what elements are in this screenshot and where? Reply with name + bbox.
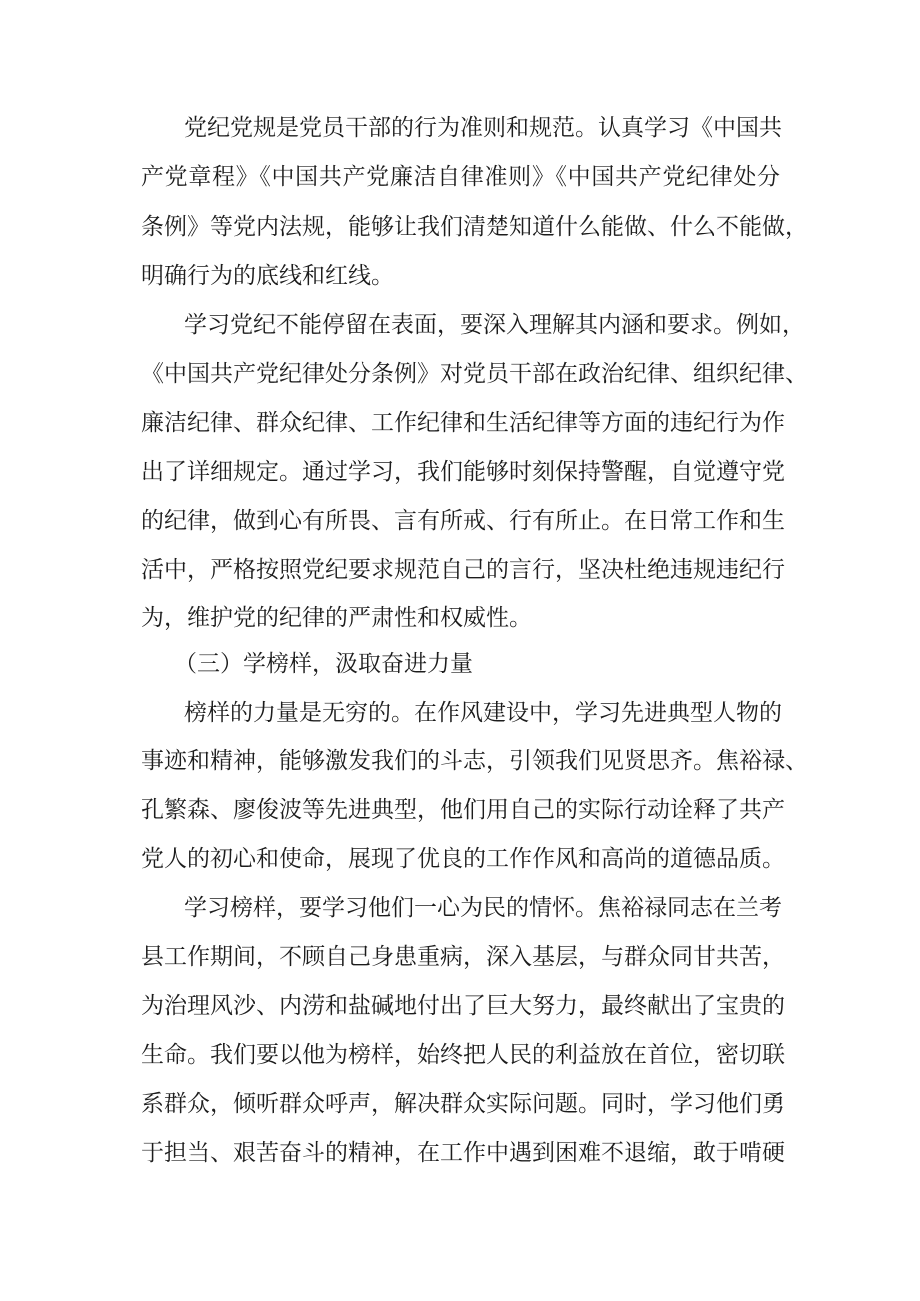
paragraph-4-line-2: 县工作期间，不顾自己身患重病，深入基层，与群众同甘共苦， bbox=[141, 944, 785, 970]
paragraph-1-line-4: 明确行为的底线和红线。 bbox=[141, 263, 394, 289]
paragraph-4-line-5: 系群众，倾听群众呼声，解决群众实际问题。同时，学习他们勇 bbox=[141, 1091, 785, 1117]
paragraph-2-line-1: 学习党纪不能停留在表面，要深入理解其内涵和要求。例如， bbox=[184, 312, 805, 338]
paragraph-3-line-1: 榜样的力量是无穷的。在作风建设中，学习先进典型人物的 bbox=[184, 700, 782, 726]
paragraph-3-line-2: 事迹和精神，能够激发我们的斗志，引领我们见贤思齐。焦裕禄、 bbox=[141, 748, 808, 774]
paragraph-4-line-6: 于担当、艰苦奋斗的精神，在工作中遇到困难不退缩，敢于啃硬 bbox=[141, 1140, 785, 1166]
paragraph-2-line-6: 活中，严格按照党纪要求规范自己的言行，坚决杜绝违规违纪行 bbox=[141, 557, 785, 583]
paragraph-2-line-7: 为，维护党的纪律的严肃性和权威性。 bbox=[141, 605, 532, 631]
section-heading: （三）学榜样，汲取奋进力量 bbox=[174, 651, 473, 677]
paragraph-4-line-3: 为治理风沙、内涝和盐碱地付出了巨大努力，最终献出了宝贵的 bbox=[141, 993, 785, 1019]
paragraph-3-line-3: 孔繁森、廖俊波等先进典型，他们用自己的实际行动诠释了共产 bbox=[141, 797, 785, 823]
paragraph-1-line-3: 条例》等党内法规，能够让我们清楚知道什么能做、什么不能做， bbox=[141, 214, 808, 240]
paragraph-2-line-2: 《中国共产党纪律处分条例》对党员干部在政治纪律、组织纪律、 bbox=[141, 361, 808, 387]
paragraph-1-line-1: 党纪党规是党员干部的行为准则和规范。认真学习《中国共 bbox=[184, 115, 782, 141]
paragraph-4-line-4: 生命。我们要以他为榜样，始终把人民的利益放在首位，密切联 bbox=[141, 1042, 785, 1068]
paragraph-1-line-2: 产党章程》《中国共产党廉洁自律准则》《中国共产党纪律处分 bbox=[141, 164, 780, 190]
paragraph-4-line-1: 学习榜样，要学习他们一心为民的情怀。焦裕禄同志在兰考 bbox=[184, 895, 782, 921]
paragraph-2-line-3: 廉洁纪律、群众纪律、工作纪律和生活纪律等方面的违纪行为作 bbox=[141, 410, 785, 436]
paragraph-2-line-5: 的纪律，做到心有所畏、言有所戒、行有所止。在日常工作和生 bbox=[141, 508, 785, 534]
paragraph-3-line-4: 党人的初心和使命，展现了优良的工作作风和高尚的道德品质。 bbox=[141, 846, 785, 872]
paragraph-2-line-4: 出了详细规定。通过学习，我们能够时刻保持警醒，自觉遵守党 bbox=[141, 459, 785, 485]
